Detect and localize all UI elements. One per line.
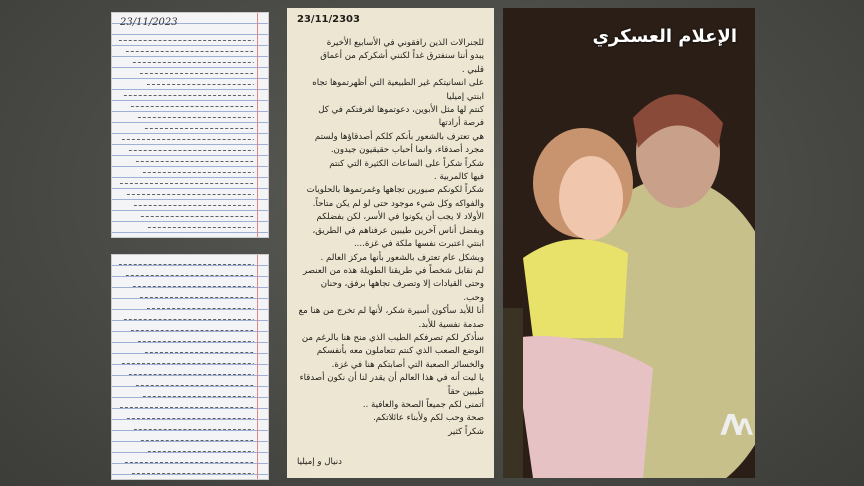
letter-line: أنا للأبد سأكون أسيرة شكر، لأنها لم تخرج من هنا مع [298,306,484,317]
letter-signature: دنيال و إميليا [297,457,342,468]
handwriting-line [137,116,254,118]
handwriting-line [147,226,254,228]
handwriting-line [146,83,254,85]
letter-line: لم نقابل شخصاً في طريقنا الطويلة هذه من العنصر [302,265,484,276]
handwriting-line [146,307,254,309]
handwriting-line [121,362,254,364]
military-media-logo: الإعلام العسكري [592,26,737,47]
handwriting-line [135,160,254,162]
handwriting-line [125,50,254,52]
handwriting-line [118,263,254,265]
letter-line: على انسانيتكم غير الطبيعية التي أظهرتموها تجاه [312,78,484,89]
letter-line: الأولاد لا يجب أن يكونوا في الأسر، لكن بفضلكم [316,212,484,223]
letter-line: يا ليت أنه في هذا العالم أن يقدر لنا أن نكون أصدقاء [299,373,484,384]
handwriting-line [144,127,254,129]
handwriting-line [130,329,254,331]
letter-line: والخسائر الصعبة التي أصابتكم هنا في غزة. [331,359,484,370]
handwriting-line [139,72,254,74]
handwriting-line [139,296,254,298]
handwriting-line [142,395,254,397]
letter-line: وبفضل أناس آخرين طيبين عرفناهم في الطريق، [312,225,484,236]
letter-line: طيبين حقاً [447,386,484,397]
letter-line: قلبي . [461,64,484,75]
handwriting-line [121,138,254,140]
handwriting-line [135,384,254,386]
letter-line: هي تعترف بالشعور بأنكم كلكم أصدقاؤها ولستم [314,131,484,142]
letter-line: ابنتي إميليا [446,91,484,102]
handwriting-line [119,406,254,408]
handwriting-line [132,285,254,287]
handwriting-line [123,94,254,96]
handwriting-line [140,215,254,217]
letter-line: مجرد أصدقاء، وانما أحباب حقيقيون جيدون. [330,145,484,156]
handwriting-line [119,182,254,184]
handwriting-line [126,417,254,419]
photo-illustration [503,8,755,478]
letter-line: شكراً شكراً على الساعات الكثيرة التي كنتم [329,158,484,169]
handwriting-line [131,472,254,474]
handwriting-line [133,428,254,430]
letter-body [297,37,484,439]
letter-line: ابنتي اعتبرت نفسها ملكة في غزة.... [353,239,484,250]
handwriting-line [147,450,254,452]
note-margin-line [257,13,258,237]
handwriting-line [142,171,254,173]
letter-line: وحتى القيادات إلا وتصرف تجاهها برفق، وحنان [320,279,484,290]
handwriting-line [125,274,254,276]
letter-line: شكراً لكونكم صبورين تجاهها وغمرتموها بالحلويات [306,185,484,196]
letter-line: للجنرالات الذين رافقوني في الأسابيع الأخيرة [326,38,484,48]
letter-line: وبشكل عام تعترف بالشعور بأنها مركز العالم . [320,252,484,263]
photo-mother-and-daughter [503,8,755,478]
handwriting-line [137,340,254,342]
handwriting-line [128,373,254,375]
handwriting-line [132,61,254,63]
letter-line: صدمة نفسية للأبد. [418,319,484,330]
handwriting-line [124,461,254,463]
letter-line: أتمنى لكم جميعاً الصحة والعافية .. [362,399,484,410]
handwriting-line [144,351,254,353]
handwriting-line [118,39,254,41]
handwritten-note-top [111,12,269,238]
handwriting-line [130,105,254,107]
letter-line: كنتم لها مثل الأبوين، دعوتموها لغرفتكم في كل [318,105,484,116]
letter-line: سأذكر لكم تصرفكم الطيب الذي منح هنا بالرغم من [301,332,484,343]
handwritten-note-bottom [111,254,269,480]
letter-line: فيها كالمربية . [433,172,484,183]
note-date: 23/11/2023 [120,17,178,28]
letter-line: يبدو أننا سنفترق غداً لكنني أشكركم من أعماق [320,51,484,62]
letter-date: 23/11/2303 [297,14,360,25]
letter-line: وحب. [463,292,484,303]
letter-line: والفواكه وكل شيء موجود حتى لو لم يكن متاحاً. [312,198,484,209]
aa-agency-logo: ΛΛ [720,409,747,442]
letter-line: فرصة أرادتها [438,118,484,129]
letter-line: الوضع الصعب الذي كنتم تتعاملون معه بأنفسكم [316,346,484,357]
note-margin-line [257,255,258,479]
letter-line: شكراً كثير [448,426,484,437]
translated-letter [287,8,494,478]
handwriting-line [133,204,254,206]
letter-line: صحة وحب لكم ولأبناء عائلاتكم. [373,413,484,424]
handwriting-line [128,149,254,151]
handwriting-line [140,439,254,441]
handwriting-line [126,193,254,195]
handwriting-line [123,318,254,320]
